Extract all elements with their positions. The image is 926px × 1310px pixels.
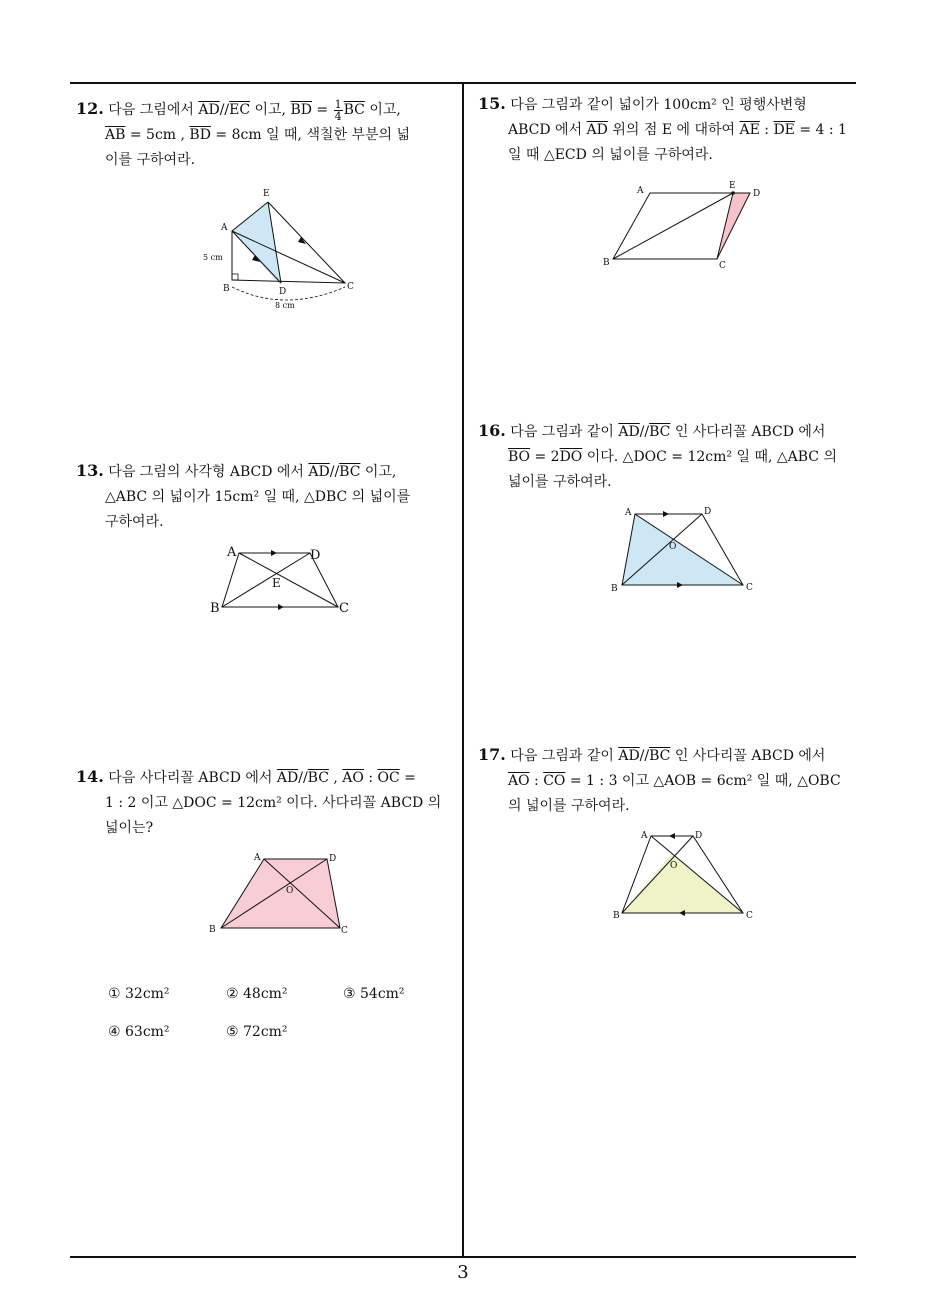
label-o: O: [670, 861, 678, 871]
label-d: D: [310, 548, 321, 563]
q12-text: 이를 구하여라.: [105, 152, 196, 168]
parallel-sign: //: [639, 748, 650, 764]
segment-ad: $\overline{AD}$: [618, 424, 640, 440]
question-12: [76, 96, 456, 173]
label-e: E: [272, 576, 281, 590]
segment-de: $\overline{DE}$: [773, 122, 795, 138]
right-angle-mark: [232, 274, 238, 280]
colon: :: [529, 773, 544, 789]
question-number: 17.: [478, 745, 506, 764]
label-a: A: [254, 853, 261, 863]
figure-lines: [222, 553, 310, 607]
segment-ad: $\overline{AD}$: [198, 102, 220, 118]
question-number: 14.: [76, 767, 104, 786]
label-o: O: [669, 542, 677, 552]
label-c: C: [347, 282, 354, 292]
question-number: 12.: [76, 99, 104, 118]
fraction-numerator: 1: [334, 97, 342, 111]
label-b: B: [209, 925, 216, 935]
arrow-icon: [271, 550, 277, 556]
parallel-sign: //: [639, 424, 650, 440]
segment-ad: $\overline{AD}$: [586, 122, 608, 138]
choice-5[interactable]: ⑤ 72cm²: [226, 1024, 288, 1040]
segment-bd: $\overline{BD}$: [189, 127, 211, 143]
q17-text: = 1 : 3 이고 △AOB = 6cm² 일 때, △OBC: [565, 773, 841, 789]
fraction: [334, 99, 343, 122]
q16-text: 이다. △DOC = 12cm² 일 때, △ABC 의: [582, 449, 837, 465]
q13-text: 다음 그림의 사각형 ABCD 에서: [108, 464, 309, 480]
figure-lines: [232, 231, 345, 283]
arrow-icon: [663, 511, 669, 517]
q12-text: 이고,: [250, 102, 291, 118]
q13-text: 이고,: [360, 464, 397, 480]
figure-q15: [598, 178, 770, 273]
label-base: 8 cm: [275, 301, 295, 310]
label-b: B: [613, 911, 620, 921]
equals: =: [311, 102, 333, 118]
q12-text: 이고,: [364, 102, 401, 118]
q13-text: △ABC 의 넓이가 15cm² 일 때, △DBC 의 넓이를: [105, 489, 411, 505]
segment-ad: $\overline{AD}$: [276, 770, 299, 786]
q16-text: = 2: [530, 449, 560, 465]
segment-ad: $\overline{AD}$: [618, 748, 640, 764]
label-d: D: [704, 507, 712, 517]
q17-text: 다음 그림과 같이: [510, 748, 619, 764]
q15-text: 위의 점 E 에 대하여: [607, 122, 740, 138]
q16-text: 다음 그림과 같이: [510, 424, 619, 440]
question-15: [478, 91, 860, 168]
segment-bo: $\overline{BO}$: [508, 449, 531, 465]
figure-lines: [239, 553, 338, 607]
question-13: [76, 458, 456, 535]
dimension-arc: [232, 287, 345, 300]
segment-bc: $\overline{BC}$: [649, 748, 671, 764]
question-16: [478, 418, 860, 495]
page-number: 3: [457, 1262, 469, 1283]
segment-do: $\overline{DO}$: [559, 449, 583, 465]
label-a: A: [221, 223, 228, 233]
q16-text: 인 사다리꼴 ABCD 에서: [670, 424, 826, 440]
label-e: E: [263, 189, 270, 199]
q15-text: 일 때 △ECD 의 넓이를 구하여라.: [508, 147, 713, 163]
segment-ao: $\overline{AO}$: [342, 770, 364, 786]
label-a: A: [637, 186, 644, 196]
label-side: 5 cm: [203, 253, 223, 262]
label-d: D: [753, 189, 761, 199]
q17-text: 인 사다리꼴 ABCD 에서: [670, 748, 826, 764]
point-e: [731, 191, 735, 195]
bottom-rule: [70, 1256, 856, 1258]
segment-bc: $\overline{BC}$: [649, 424, 671, 440]
segment-co: $\overline{CO}$: [543, 773, 566, 789]
shaded-triangle: [622, 514, 743, 585]
arrow-icon: [669, 833, 675, 839]
label-c: C: [719, 261, 726, 271]
q12-text: 다음 그림에서: [108, 102, 199, 118]
colon: :: [759, 122, 774, 138]
figure-q17: [605, 824, 765, 924]
figure-q14: [200, 848, 360, 940]
segment-oc: $\overline{OC}$: [377, 770, 400, 786]
q12-text: = 8cm 일 때, 색칠한 부분의 넓: [210, 127, 411, 143]
label-a: A: [227, 545, 237, 560]
segment-bc: $\overline{BC}$: [343, 102, 365, 118]
segment-ae: $\overline{AE}$: [739, 122, 760, 138]
choice-2[interactable]: ② 48cm²: [226, 986, 288, 1002]
q15-text: = 4 : 1: [794, 122, 847, 138]
label-o: O: [286, 886, 294, 896]
q14-text: ,: [328, 770, 343, 786]
label-d: D: [695, 831, 703, 841]
label-d: D: [279, 287, 287, 297]
figure-q16: [605, 502, 765, 597]
arrow-icon: [278, 604, 284, 610]
label-c: C: [746, 583, 753, 593]
segment-bd: $\overline{BD}$: [290, 102, 312, 118]
q14-text: =: [399, 770, 416, 786]
question-number: 16.: [478, 421, 506, 440]
figure-q12: [195, 183, 370, 313]
choice-4[interactable]: ④ 63cm²: [108, 1024, 170, 1040]
parallel-sign: //: [329, 464, 340, 480]
question-14: [76, 764, 456, 841]
segment-ao: $\overline{AO}$: [508, 773, 530, 789]
label-d: D: [329, 854, 337, 864]
figure-q13: [205, 540, 355, 620]
label-c: C: [746, 911, 753, 921]
label-b: B: [611, 584, 618, 594]
parallel-sign: //: [298, 770, 308, 786]
label-b: B: [603, 258, 610, 268]
label-b: B: [223, 284, 230, 294]
q15-text: 다음 그림과 같이 넓이가 100cm² 인 평행사변형: [510, 97, 807, 113]
segment-ab: $\overline{AB}$: [105, 127, 126, 143]
q14-text: 다음 사다리꼴 ABCD 에서: [108, 770, 277, 786]
label-e: E: [729, 181, 736, 191]
q12-text: = 5cm ,: [125, 127, 190, 143]
parallel-sign: //: [219, 102, 230, 118]
q14-text: 1 : 2 이고 △DOC = 12cm² 이다. 사다리꼴 ABCD 의: [105, 795, 442, 811]
segment-bc: $\overline{BC}$: [339, 464, 361, 480]
question-number: 15.: [478, 94, 506, 113]
q17-text: 의 넓이를 구하여라.: [508, 798, 630, 814]
choice-3[interactable]: ③ 54cm²: [343, 986, 405, 1002]
question-17: [478, 742, 860, 819]
choice-1[interactable]: ① 32cm²: [108, 986, 170, 1002]
q15-text: ABCD 에서: [508, 122, 587, 138]
column-divider: [462, 82, 464, 1257]
label-c: C: [339, 601, 349, 616]
q14-text: 넓이는?: [105, 820, 154, 836]
label-b: B: [210, 601, 220, 616]
label-a: A: [625, 508, 632, 518]
label-c: C: [341, 926, 348, 936]
shaded-trapezoid: [221, 859, 340, 928]
shaded-region: [232, 202, 281, 286]
q13-text: 구하여라.: [105, 514, 164, 530]
segment-ec: $\overline{EC}$: [229, 102, 251, 118]
label-a: A: [641, 831, 648, 841]
colon: :: [363, 770, 378, 786]
segment-bc: $\overline{BC}$: [307, 770, 329, 786]
question-number: 13.: [76, 461, 104, 480]
q16-text: 넓이를 구하여라.: [508, 474, 612, 490]
segment-ad: $\overline{AD}$: [308, 464, 330, 480]
fraction-denominator: 4: [334, 109, 342, 123]
